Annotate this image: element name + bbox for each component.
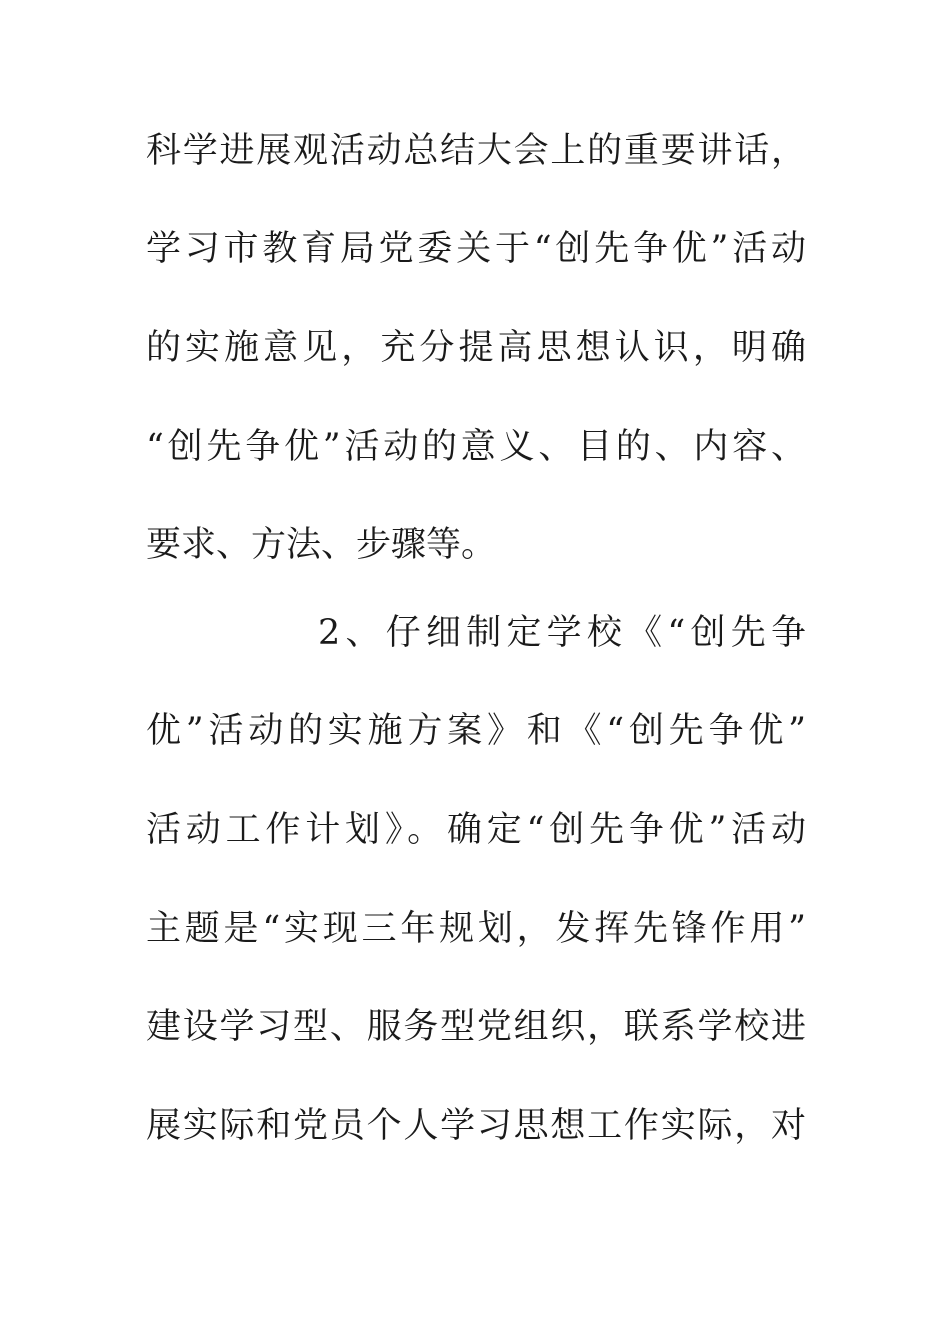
text-line-4: “创先争优”活动的意义、目的、内容、 xyxy=(146,427,806,467)
text-line-5: 要求、方法、步骤等。 xyxy=(146,525,497,565)
text-line-10: 建设学习型、服务型党组织，联系学校进 xyxy=(146,1007,806,1047)
text-line-3: 的实施意见，充分提高思想认识，明确 xyxy=(146,328,806,368)
text-line-7: 优”活动的实施方案》和《“创先争优” xyxy=(146,711,806,751)
text-line-1: 科学进展观活动总结大会上的重要讲话， xyxy=(146,131,806,171)
text-line-9: 主题是“实现三年规划，发挥先锋作用” xyxy=(146,909,806,949)
text-line-11: 展实际和党员个人学习思想工作实际，对 xyxy=(146,1106,806,1146)
text-line-2: 学习市教育局党委关于“创先争优”活动 xyxy=(146,229,806,269)
text-line-8: 活动工作计划》。确定“创先争优”活动 xyxy=(146,810,806,850)
text-line-6-paragraph-start: 2、仔细制定学校《“创先争 xyxy=(318,613,806,653)
